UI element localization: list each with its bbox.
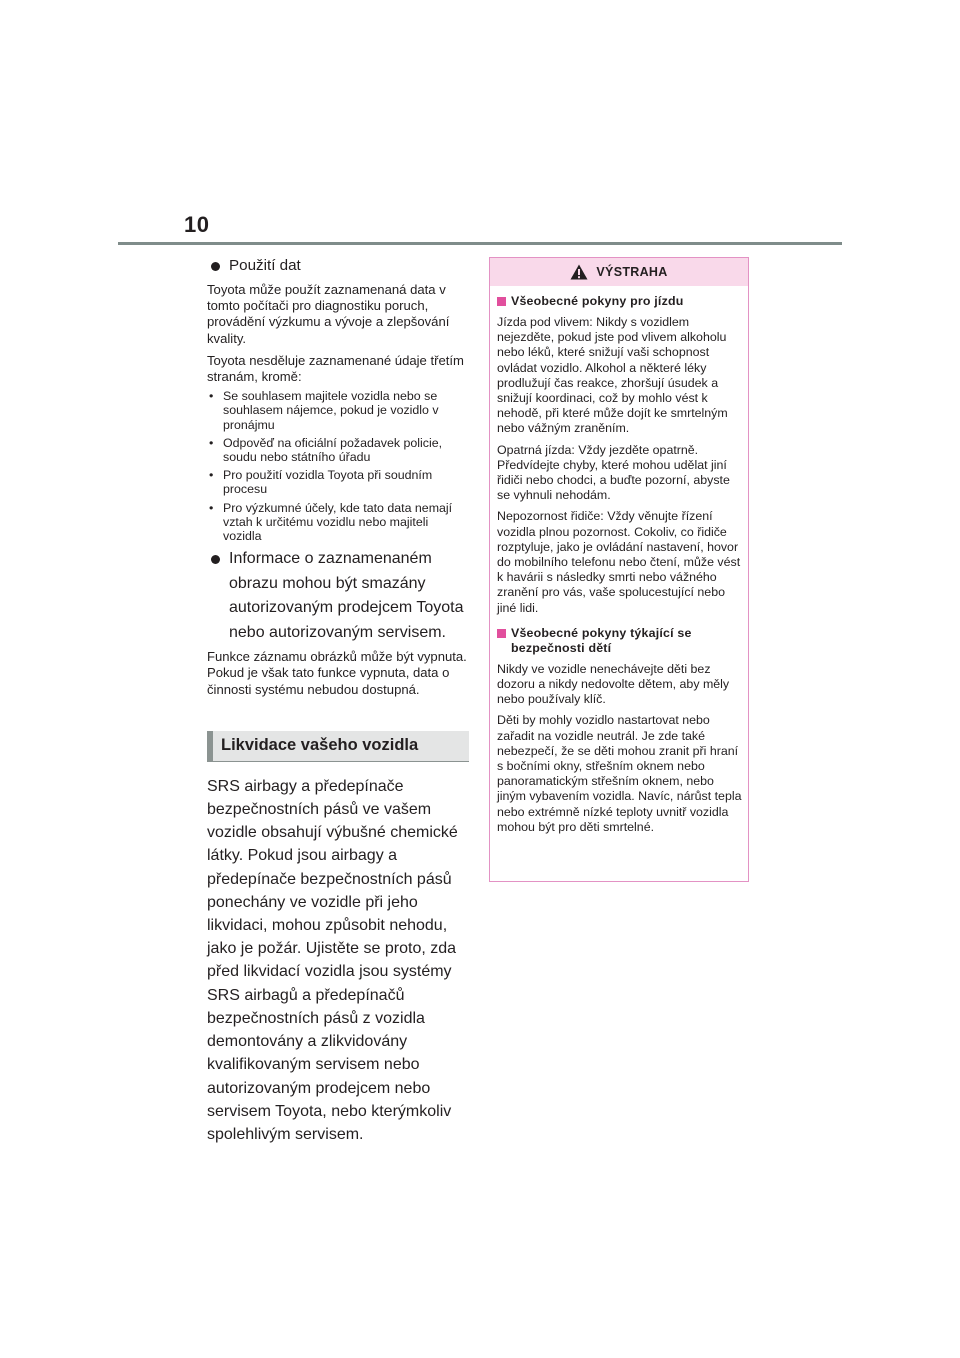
warning-subheading: [497, 626, 742, 656]
warning-paragraph: Jízda pod vlivem: Nikdy s vozidlem nejezděte, pokud jste pod vlivem alkoholu nebo léků, které snižují vaši schopnost ovládat vozidlo. Alkohol a některé léky prodlužují čas reakce, zhoršují úsudek a snižují koordinaci, což by mohlo vést k nehodě, při které může dojít ke smrtelným nebo vážným zraněním.: [497, 315, 728, 436]
bullet-dot-icon: [211, 262, 220, 271]
warning-subheading-text: Všeobecné pokyny týkající se bezpečnosti dětí: [511, 625, 692, 655]
warning-title: VÝSTRAHA: [596, 265, 668, 279]
usage-heading-text: Použití dat: [229, 257, 301, 274]
list-item: • Se souhlasem majitele vozidla nebo se souhlasem nájemce, pokud je vozidlo v pronájmu: [207, 389, 469, 432]
warning-header: [490, 258, 748, 286]
exceptions-list: [207, 389, 469, 543]
warning-body: [490, 286, 748, 835]
usage-heading: [207, 254, 469, 278]
warning-box: [489, 257, 749, 882]
section-title-bar: [207, 731, 469, 761]
warning-paragraph: Nepozornost řidiče: Vždy věnujte řízení vozidla plnou pozornost. Cokoliv, co řidiče rozptyluje, jako je ovládání nastavení, hovor do mobilního telefonu nebo čtení, může vést k havárii s následky smrti nebo vážného zranění pro vás, vaše spolucestující nebo jiné lidi.: [497, 509, 741, 615]
warning-subheading-text: Všeobecné pokyny pro jízdu: [511, 294, 684, 308]
pink-square-icon: [497, 629, 506, 638]
section-rule: [207, 761, 469, 762]
usage-paragraph-2: Toyota nesděluje zaznamenané údaje třetím stranám, kromě:: [207, 352, 464, 385]
warning-triangle-icon: [570, 264, 588, 280]
erase-heading-text: Informace o zaznamenaném obrazu mohou být smazány autorizovaným prodejcem Toyota nebo autorizovaným servisem.: [229, 550, 464, 641]
list-item: • Pro použití vozidla Toyota při soudním procesu: [207, 468, 469, 496]
warning-paragraph: Opatrná jízda: Vždy jezděte opatrně. Předvídejte chyby, které mohou udělat jiní řidiči nebo chodci, a buďte pozorní, abyste se vyhnuli nehodám.: [497, 442, 730, 503]
left-column: [207, 254, 469, 1146]
section-title: Likvidace vašeho vozidla: [221, 736, 419, 755]
list-item: • Odpověď na oficiální požadavek policie, soudu nebo státního úřadu: [207, 436, 469, 464]
warning-paragraph: Děti by mohly vozidlo nastartovat nebo zařadit na vozidle neutrál. Je zde také nebezpečí, že se děti mohou zranit při hraní s bočními okny, střešním oknem nebo panoramatickým střešním oknem, nebo jiným vybavením vozidla. Navíc, nárůst tepla nebo extrémně nízké teploty uvnitř vozidla mohou být pro děti smrtelné.: [497, 713, 742, 834]
pink-square-icon: [497, 297, 506, 306]
bullet-dot-icon: [211, 555, 220, 564]
disposal-text: SRS airbagy a předepínače bezpečnostních pásů ve vašem vozidle obsahují výbušné chemické látky. Pokud jsou airbagy a předepínače bezpečnostních pásů ponechány ve vozidle při jeho likvidaci, mohou způsobit nehodu, jako je požár. Ujistěte se proto, zda před likvidací vozidla jsou systémy SRS airbagů a předepínačů bezpečnostních pásů z vozidla demontovány a zlikvidovány kvalifikovaným servisem nebo autorizovaným prodejcem nebo servisem Toyota, nebo kterýmkoliv spolehlivým servisem.: [207, 777, 458, 1143]
header-rule: [118, 242, 842, 245]
list-item: • Pro výzkumné účely, kde tato data nemají vztah k určitému vozidlu nebo majiteli vozidla: [207, 501, 469, 544]
erase-paragraph: Funkce záznamu obrázků může být vypnuta. Pokud je však tato funkce vypnuta, data o činnosti systému nebudou dostupná.: [207, 649, 467, 697]
warning-subheading: [497, 294, 742, 309]
usage-paragraph-1: Toyota může použít zaznamenaná data v tomto počítači pro diagnostiku poruch, provádění výzkumu a vývoje a zlepšování kvality.: [207, 282, 450, 346]
page-number: 10: [184, 212, 210, 237]
erase-heading: [207, 547, 469, 645]
warning-paragraph: Nikdy ve vozidle nenechávejte děti bez dozoru a nikdy nedovolte dětem, aby měly nebo používaly klíč.: [497, 661, 730, 707]
